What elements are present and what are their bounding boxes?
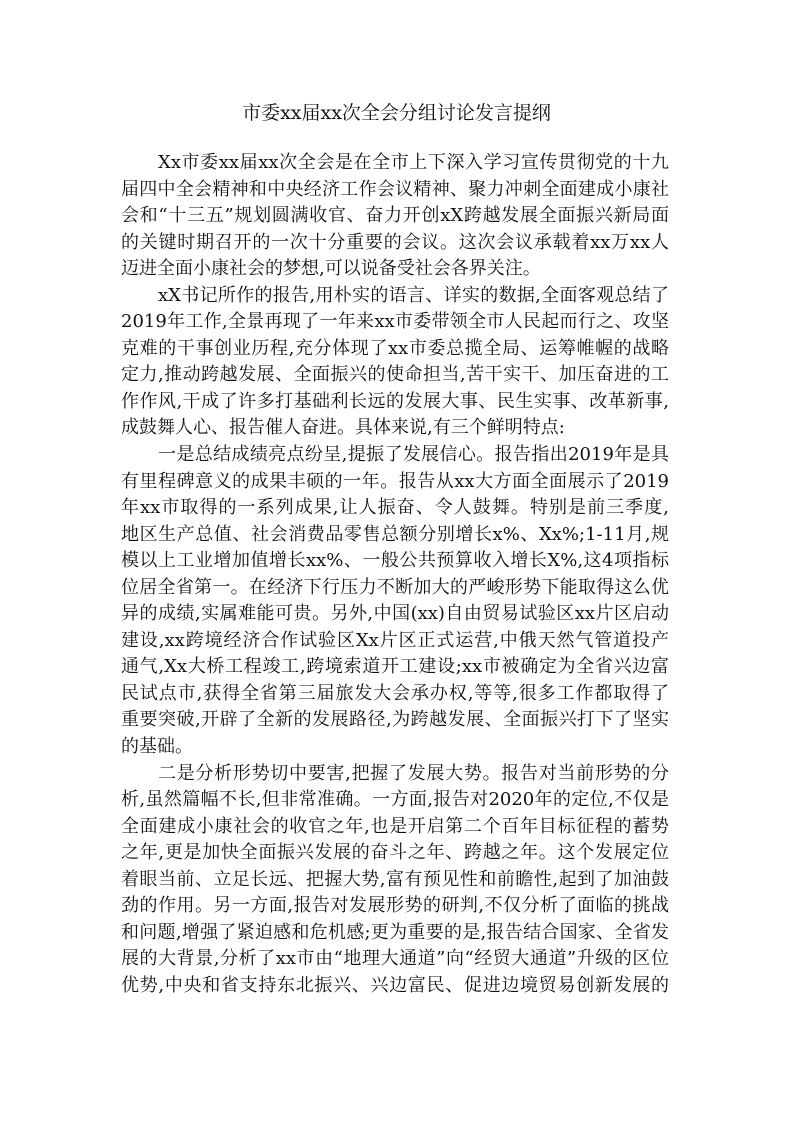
text-line: 有里程碑意义的成果丰硕的一年。报告从xx大方面全面展示了2019: [121, 470, 669, 492]
text-line: 位居全省第一。在经济下行压力不断加大的严峻形势下能取得这么优: [121, 576, 669, 598]
text-line: 会和“十三五”规划圆满收官、奋力开创xX跨越发展全面振兴新局面: [121, 205, 669, 227]
text-line: 成鼓舞人心、报告催人奋进。具体来说,有三个鲜明特点:: [121, 417, 565, 439]
document-title: 市委xx届xx次全会分组讨论发言提纲: [242, 102, 551, 124]
text-line: 异的成绩,实属难能可贵。另外,中国(xx)自由贸易试验区xx片区启动: [121, 603, 669, 625]
text-line: 作作风,干成了许多打基础利长远的发展大事、民生实事、改革新事,: [121, 390, 669, 412]
text-line: 年xx市取得的一系列成果,让人振奋、令人鼓舞。特别是前三季度,: [121, 497, 669, 519]
text-line: 模以上工业增加值增长xx%、一般公共预算收入增长X%,这4项指标: [121, 550, 669, 572]
text-line: 优势,中央和省支持东北振兴、兴边富民、促进边境贸易创新发展的: [121, 974, 669, 996]
document-body: [121, 150, 669, 1000]
text-line: 二是分析形势切中要害,把握了发展大势。报告对当前形势的分: [158, 762, 669, 784]
text-line: 的基础。: [121, 736, 193, 758]
text-line: 重要突破,开辟了全新的发展路径,为跨越发展、全面振兴打下了坚实: [121, 709, 669, 731]
text-line: 一是总结成绩亮点纷呈,提振了发展信心。报告指出2019年是具: [158, 444, 669, 466]
text-line: 民试点市,获得全省第三届旅发大会承办权,等等,很多工作都取得了: [121, 682, 669, 704]
text-line: 迈进全面小康社会的梦想,可以说备受社会各界关注。: [121, 258, 541, 280]
text-line: 和问题,增强了紧迫感和危机感;更为重要的是,报告结合国家、全省发: [121, 921, 669, 943]
paragraph: [121, 761, 669, 1000]
text-line: 克难的干事创业历程,充分体现了xx市委总揽全局、运筹帷幄的战略: [121, 337, 669, 359]
text-line: 的关键时期召开的一次十分重要的会议。这次会议承载着xx万xx人: [121, 231, 669, 253]
text-line: 2019年工作,全景再现了一年来xx市委带领全市人民起而行之、攻坚: [121, 311, 669, 333]
text-line: 展的大背景,分析了xx市由“地理大通道”向“经贸大通道”升级的区位: [121, 948, 669, 970]
paragraph: [121, 442, 669, 761]
text-line: xX书记所作的报告,用朴实的语言、详实的数据,全面客观总结了: [158, 284, 669, 306]
text-line: 定力,推动跨越发展、全面振兴的使命担当,苦干实干、加压奋进的工: [121, 364, 669, 386]
text-line: 届四中全会精神和中央经济工作会议精神、聚力冲刺全面建成小康社: [121, 178, 669, 200]
text-line: 地区生产总值、社会消费品零售总额分别增长x%、Xx%;1-11月,规: [121, 523, 669, 545]
text-line: 劲的作用。另一方面,报告对发展形势的研判,不仅分析了面临的挑战: [121, 895, 669, 917]
text-line: Xx市委xx届xx次全会是在全市上下深入学习宣传贯彻党的十九: [158, 152, 669, 173]
paragraph: [121, 283, 669, 442]
text-line: 着眼当前、立足长远、把握大势,富有预见性和前瞻性,起到了加油鼓: [121, 868, 669, 890]
paragraph: [121, 150, 669, 283]
text-line: 之年,更是加快全面振兴发展的奋斗之年、跨越之年。这个发展定位: [121, 842, 669, 864]
text-line: 通气,Xx大桥工程竣工,跨境索道开工建设;xx市被确定为全省兴边富: [121, 656, 669, 678]
text-line: 建设,xx跨境经济合作试验区Xx片区正式运营,中俄天然气管道投产: [121, 629, 669, 651]
text-line: 析,虽然篇幅不长,但非常准确。一方面,报告对2020年的定位,不仅是: [121, 789, 669, 811]
text-line: 全面建成小康社会的收官之年,也是开启第二个百年目标征程的蓄势: [121, 815, 669, 837]
